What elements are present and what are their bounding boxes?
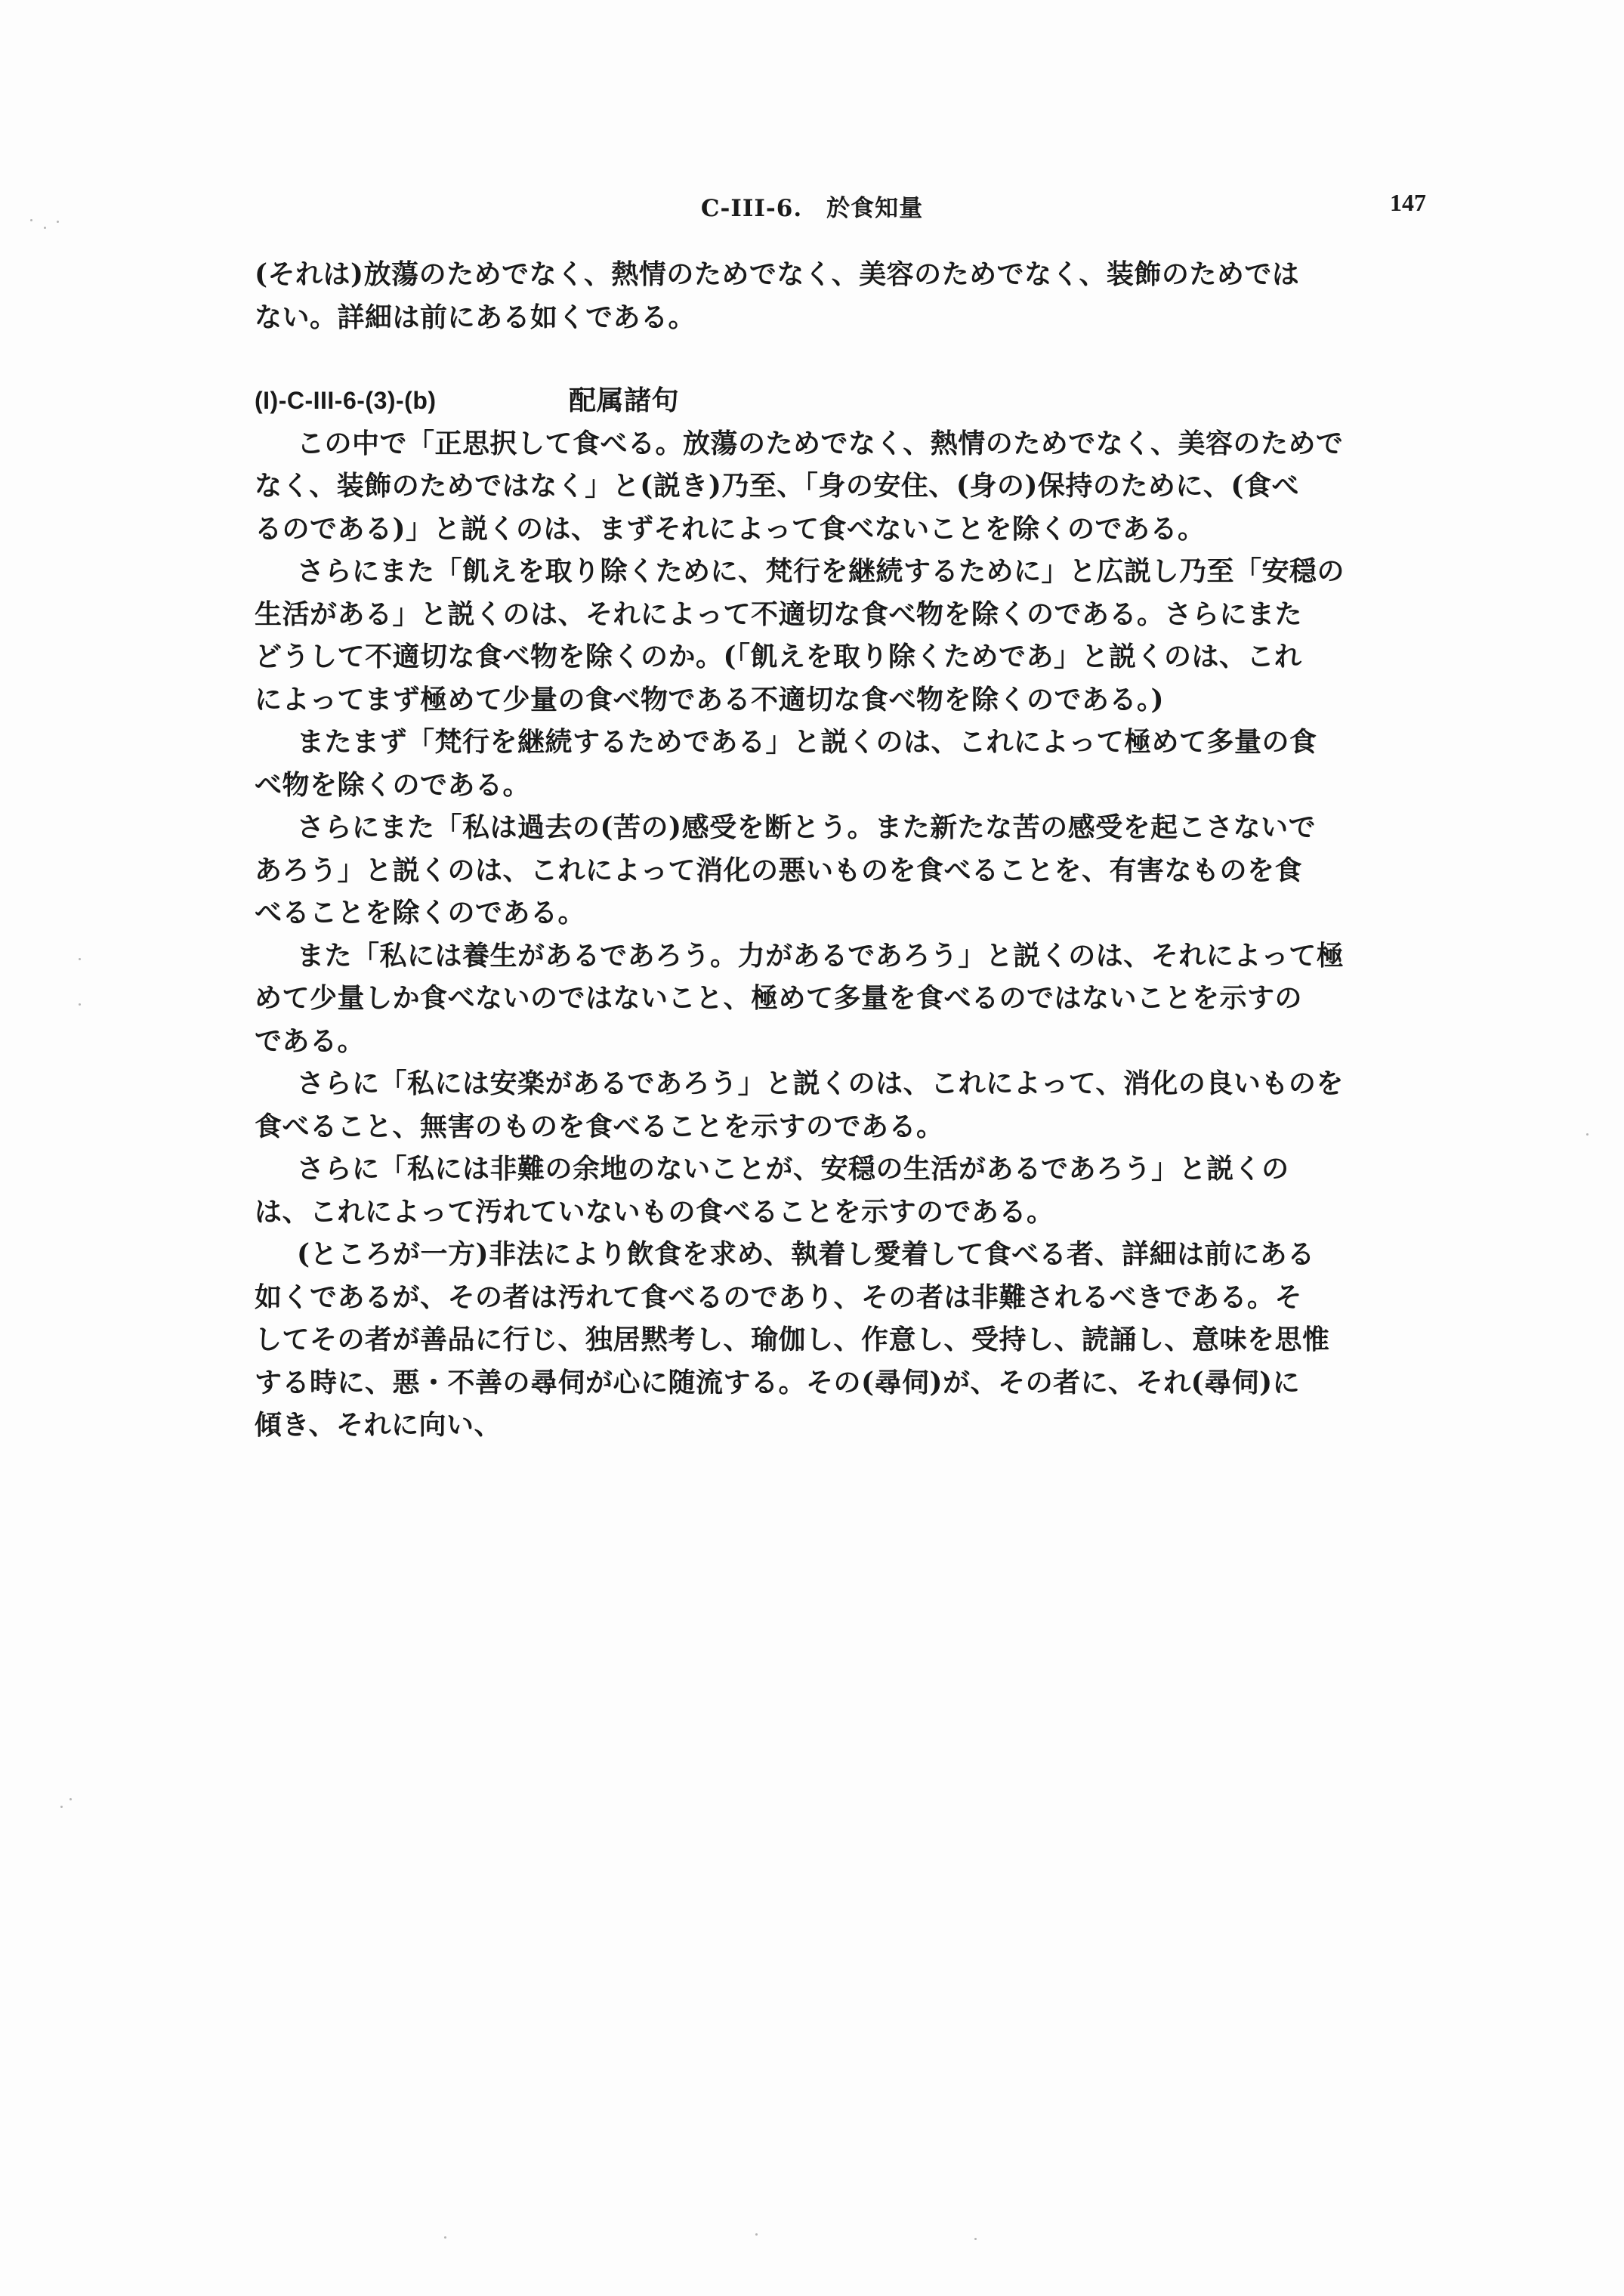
paragraph	[255, 806, 1433, 935]
paragraph	[255, 422, 1433, 551]
paragraph	[255, 1233, 1433, 1447]
running-title: C-III-6. 於食知量	[700, 195, 924, 222]
text-line: べ物を除くのである。	[255, 768, 531, 801]
scan-speck	[60, 1806, 63, 1808]
scan-speck	[69, 1798, 72, 1800]
scan-speck	[79, 1003, 81, 1006]
section-title: 配属諸句	[569, 385, 680, 416]
text-line: する時に、悪・不善の尋伺が心に随流する。その(尋伺)が、その者に、それ(尋伺)に	[255, 1366, 1301, 1398]
text-line: によってまず極めて少量の食べ物である不適切な食べ物を除くのである。)	[255, 683, 1165, 715]
text-line: るのである)」と説くのは、まずそれによって食べないことを除くのである。	[255, 512, 1206, 545]
text-line: なく、装飾のためではなく」と(説き)乃至、「身の安住、(身の)保持のために、(食べ	[255, 470, 1299, 502]
text-line: ない。詳細は前にある如くである。	[255, 301, 696, 333]
text-line: 如くであるが、その者は汚れて食べるのであり、その者は非難されるべきである。そ	[255, 1281, 1303, 1313]
text-line: さらに「私には安楽があるであろう」と説くのは、これによって、消化の良いものを	[297, 1068, 1344, 1099]
text-line: 食べること、無害のものを食べることを示すのである。	[255, 1110, 944, 1142]
scan-speck	[1586, 1133, 1588, 1136]
text-line: してその者が善品に行じ、独居黙考し、瑜伽し、作意し、受持し、読誦し、意味を思惟	[255, 1324, 1330, 1355]
scan-speck	[44, 227, 46, 229]
body-text	[255, 253, 1433, 1447]
paragraph	[255, 550, 1433, 721]
text-line: (ところが一方)非法により飲食を求め、執着し愛着して食べる者、詳細は前にある	[297, 1238, 1315, 1270]
paragraph	[255, 253, 1433, 338]
text-line: あろう」と説くのは、これによって消化の悪いものを食べることを、有害なものを食	[255, 854, 1303, 886]
text-line: 傾き、それに向い、	[255, 1409, 502, 1441]
text-line: さらにまた「私は過去の(苦の)感受を断とう。また新たな苦の感受を起こさないで	[297, 811, 1317, 843]
scan-speck	[974, 2238, 977, 2240]
scan-speck	[79, 958, 81, 960]
paragraph	[255, 1062, 1433, 1148]
text-line: (それは)放蕩のためでなく、熱情のためでなく、美容のためでなく、装飾のためでは	[255, 258, 1300, 290]
text-line: またまず「梵行を継続するためである」と説くのは、これによって極めて多量の食	[297, 726, 1317, 758]
paragraph	[255, 721, 1433, 806]
paragraph-gap	[255, 338, 1433, 379]
scan-speck	[755, 2233, 758, 2236]
paragraph	[255, 935, 1433, 1063]
text-line: は、これによって汚れていないもの食べることを示すのである。	[255, 1195, 1054, 1228]
text-line: である。	[255, 1024, 366, 1057]
page-number: 147	[1390, 189, 1426, 216]
text-line: べることを除くのである。	[255, 897, 586, 929]
scan-speck	[444, 2236, 446, 2239]
text-line: めて少量しか食べないのではないこと、極めて多量を食べるのではないことを示すの	[255, 982, 1303, 1014]
section-heading	[255, 379, 1433, 422]
text-line: どうして不適切な食べ物を除くのか。(「飢えを取り除くためであ」と説くのは、これ	[255, 641, 1302, 672]
text-line: この中で「正思択して食べる。放蕩のためでなく、熱情のためでなく、美容のためで	[297, 427, 1344, 459]
text-line: 生活がある」と説くのは、それによって不適切な食べ物を除くのである。さらにまた	[255, 598, 1303, 630]
section-code: (I)-C-III-6-(3)-(b)	[255, 387, 437, 414]
text-line: さらに「私には非難の余地のないことが、安穏の生活があるであろう」と説くの	[297, 1153, 1289, 1185]
text-line: また「私には養生があるであろう。力があるであろう」と説くのは、それによって極	[297, 939, 1345, 972]
text-line: さらにまた「飢えを取り除くために、梵行を継続するために」と広説し乃至「安穏の	[297, 555, 1345, 587]
paragraph	[255, 1148, 1433, 1233]
